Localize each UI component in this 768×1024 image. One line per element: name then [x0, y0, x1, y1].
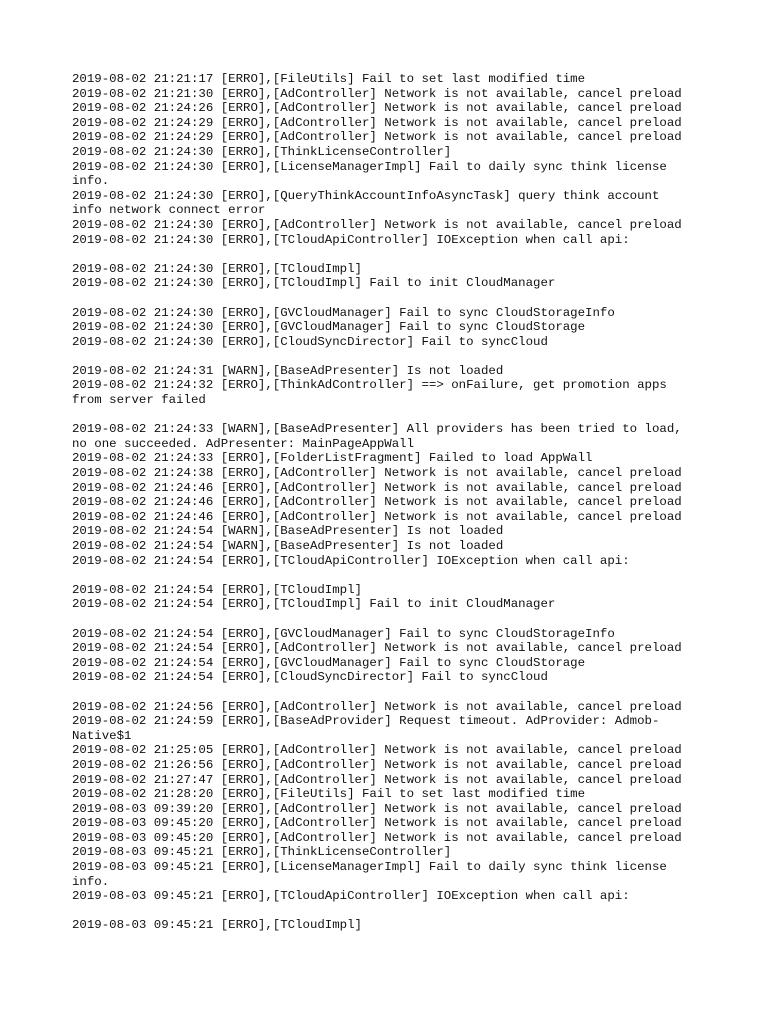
log-line: 2019-08-02 21:24:30 [ERRO],[TCloudImpl] — [72, 261, 362, 276]
log-line: 2019-08-02 21:24:54 [ERRO],[GVCloudManager] Fail to sync CloudStorageInfo — [72, 626, 615, 641]
log-line: 2019-08-02 21:24:38 [ERRO],[AdController] Network is not available, cancel preload — [72, 466, 682, 481]
log-line: 2019-08-02 21:24:46 [ERRO],[AdController] Network is not available, cancel preload — [72, 509, 682, 524]
log-line: 2019-08-02 21:24:30 [ERRO],[GVCloudManager] Fail to sync CloudStorage — [72, 320, 586, 335]
log-line: 2019-08-02 21:24:54 [ERRO],[CloudSyncDirector] Fail to syncCloud — [72, 670, 548, 685]
log-line: 2019-08-02 21:24:54 [WARN],[BaseAdPresenter] Is not loaded — [72, 524, 504, 539]
log-line: 2019-08-02 21:26:56 [ERRO],[AdController] Network is not available, cancel preload — [72, 757, 682, 772]
log-line: 2019-08-02 21:24:30 [ERRO],[AdController] Network is not available, cancel preload — [72, 217, 682, 232]
log-line: 2019-08-02 21:24:54 [ERRO],[TCloudImpl] Fail to init CloudManager — [72, 597, 556, 612]
log-line: 2019-08-02 21:24:29 [ERRO],[AdController] Network is not available, cancel preload — [72, 130, 682, 145]
log-line — [72, 612, 696, 627]
log-line: 2019-08-02 21:24:33 [ERRO],[FolderListFragment] Failed to load AppWall — [72, 451, 593, 466]
log-line: 2019-08-02 21:24:56 [ERRO],[AdController] Network is not available, cancel preload — [72, 699, 682, 714]
log-line: 2019-08-02 21:27:47 [ERRO],[AdController] Network is not available, cancel preload — [72, 772, 682, 787]
log-line: 2019-08-02 21:21:30 [ERRO],[AdController] Network is not available, cancel preload — [72, 86, 682, 101]
log-line — [72, 408, 696, 423]
log-line: 2019-08-03 09:45:21 [ERRO],[TCloudImpl] — [72, 918, 362, 933]
log-line: 2019-08-02 21:24:54 [WARN],[BaseAdPresenter] Is not loaded — [72, 539, 504, 553]
log-line: 2019-08-02 21:24:30 [ERRO],[QueryThinkAccountInfoAsyncTask] query think account — [72, 188, 660, 203]
log-line: 2019-08-02 21:24:46 [ERRO],[AdController] Network is not available, cancel preload — [72, 495, 682, 510]
log-line: 2019-08-02 21:24:33 [WARN],[BaseAdPresenter] All providers has been tried to load, — [72, 422, 682, 437]
log-line: 2019-08-02 21:25:05 [ERRO],[AdController] Network is not available, cancel preload — [72, 743, 682, 758]
log-line: no one succeeded. AdPresenter: MainPageAppWall — [72, 436, 415, 451]
log-line — [72, 685, 696, 700]
log-line: Native$1 — [72, 728, 132, 743]
log-line: from server failed — [72, 393, 206, 408]
log-line: 2019-08-02 21:28:20 [ERRO],[FileUtils] Fail to set last modified time — [72, 787, 586, 802]
log-line: 2019-08-03 09:39:20 [ERRO],[AdController] Network is not available, cancel preload — [72, 801, 682, 816]
log-line: 2019-08-02 21:24:29 [ERRO],[AdController] Network is not available, cancel preload — [72, 115, 682, 130]
log-line: 2019-08-02 21:24:30 [ERRO],[ThinkLicenseController] — [72, 144, 452, 159]
log-line: 2019-08-02 21:24:32 [ERRO],[ThinkAdController] ==> onFailure, get promotion apps — [72, 378, 667, 393]
log-line: 2019-08-03 09:45:21 [ERRO],[ThinkLicenseController] — [72, 845, 452, 860]
log-line: 2019-08-02 21:24:54 [ERRO],[AdController] Network is not available, cancel preload — [72, 641, 682, 656]
log-line: 2019-08-02 21:24:30 [ERRO],[LicenseManagerImpl] Fail to daily sync think license — [72, 159, 667, 174]
log-line: 2019-08-02 21:24:31 [WARN],[BaseAdPresenter] Is not loaded — [72, 363, 504, 378]
log-line: info. — [72, 174, 110, 189]
log-line: info. — [72, 874, 110, 889]
log-line: 2019-08-03 09:45:21 [ERRO],[LicenseManagerImpl] Fail to daily sync think license — [72, 860, 667, 875]
log-line: info network connect error — [72, 203, 266, 218]
log-line: 2019-08-02 21:24:30 [ERRO],[TCloudApiController] IOException when call api: — [72, 232, 630, 247]
log-line: 2019-08-03 09:45:20 [ERRO],[AdController] Network is not available, cancel preload — [72, 830, 682, 845]
log-text-block — [72, 72, 696, 933]
log-line: 2019-08-02 21:24:30 [ERRO],[TCloudImpl] Fail to init CloudManager — [72, 276, 556, 291]
log-line — [72, 349, 696, 364]
log-line: 2019-08-02 21:24:54 [ERRO],[GVCloudManager] Fail to sync CloudStorage — [72, 655, 586, 670]
log-line — [72, 247, 696, 262]
log-line: 2019-08-02 21:24:59 [ERRO],[BaseAdProvider] Request timeout. AdProvider: Admob- — [72, 714, 660, 729]
log-line: 2019-08-02 21:24:30 [ERRO],[GVCloudManager] Fail to sync CloudStorageInfo — [72, 305, 615, 320]
log-line: 2019-08-02 21:21:17 [ERRO],[FileUtils] Fail to set last modified time — [72, 72, 586, 86]
log-line: 2019-08-03 09:45:21 [ERRO],[TCloudApiController] IOException when call api: — [72, 889, 630, 904]
log-line — [72, 291, 696, 306]
log-line: 2019-08-02 21:24:46 [ERRO],[AdController] Network is not available, cancel preload — [72, 480, 682, 495]
log-line: 2019-08-02 21:24:54 [ERRO],[TCloudApiController] IOException when call api: — [72, 553, 630, 568]
log-line: 2019-08-02 21:24:30 [ERRO],[CloudSyncDirector] Fail to syncCloud — [72, 334, 548, 349]
log-line: 2019-08-02 21:24:54 [ERRO],[TCloudImpl] — [72, 582, 362, 597]
log-line — [72, 904, 696, 919]
log-line — [72, 568, 696, 583]
log-line: 2019-08-02 21:24:26 [ERRO],[AdController] Network is not available, cancel preload — [72, 101, 682, 116]
log-line: 2019-08-03 09:45:20 [ERRO],[AdController] Network is not available, cancel preload — [72, 816, 682, 831]
